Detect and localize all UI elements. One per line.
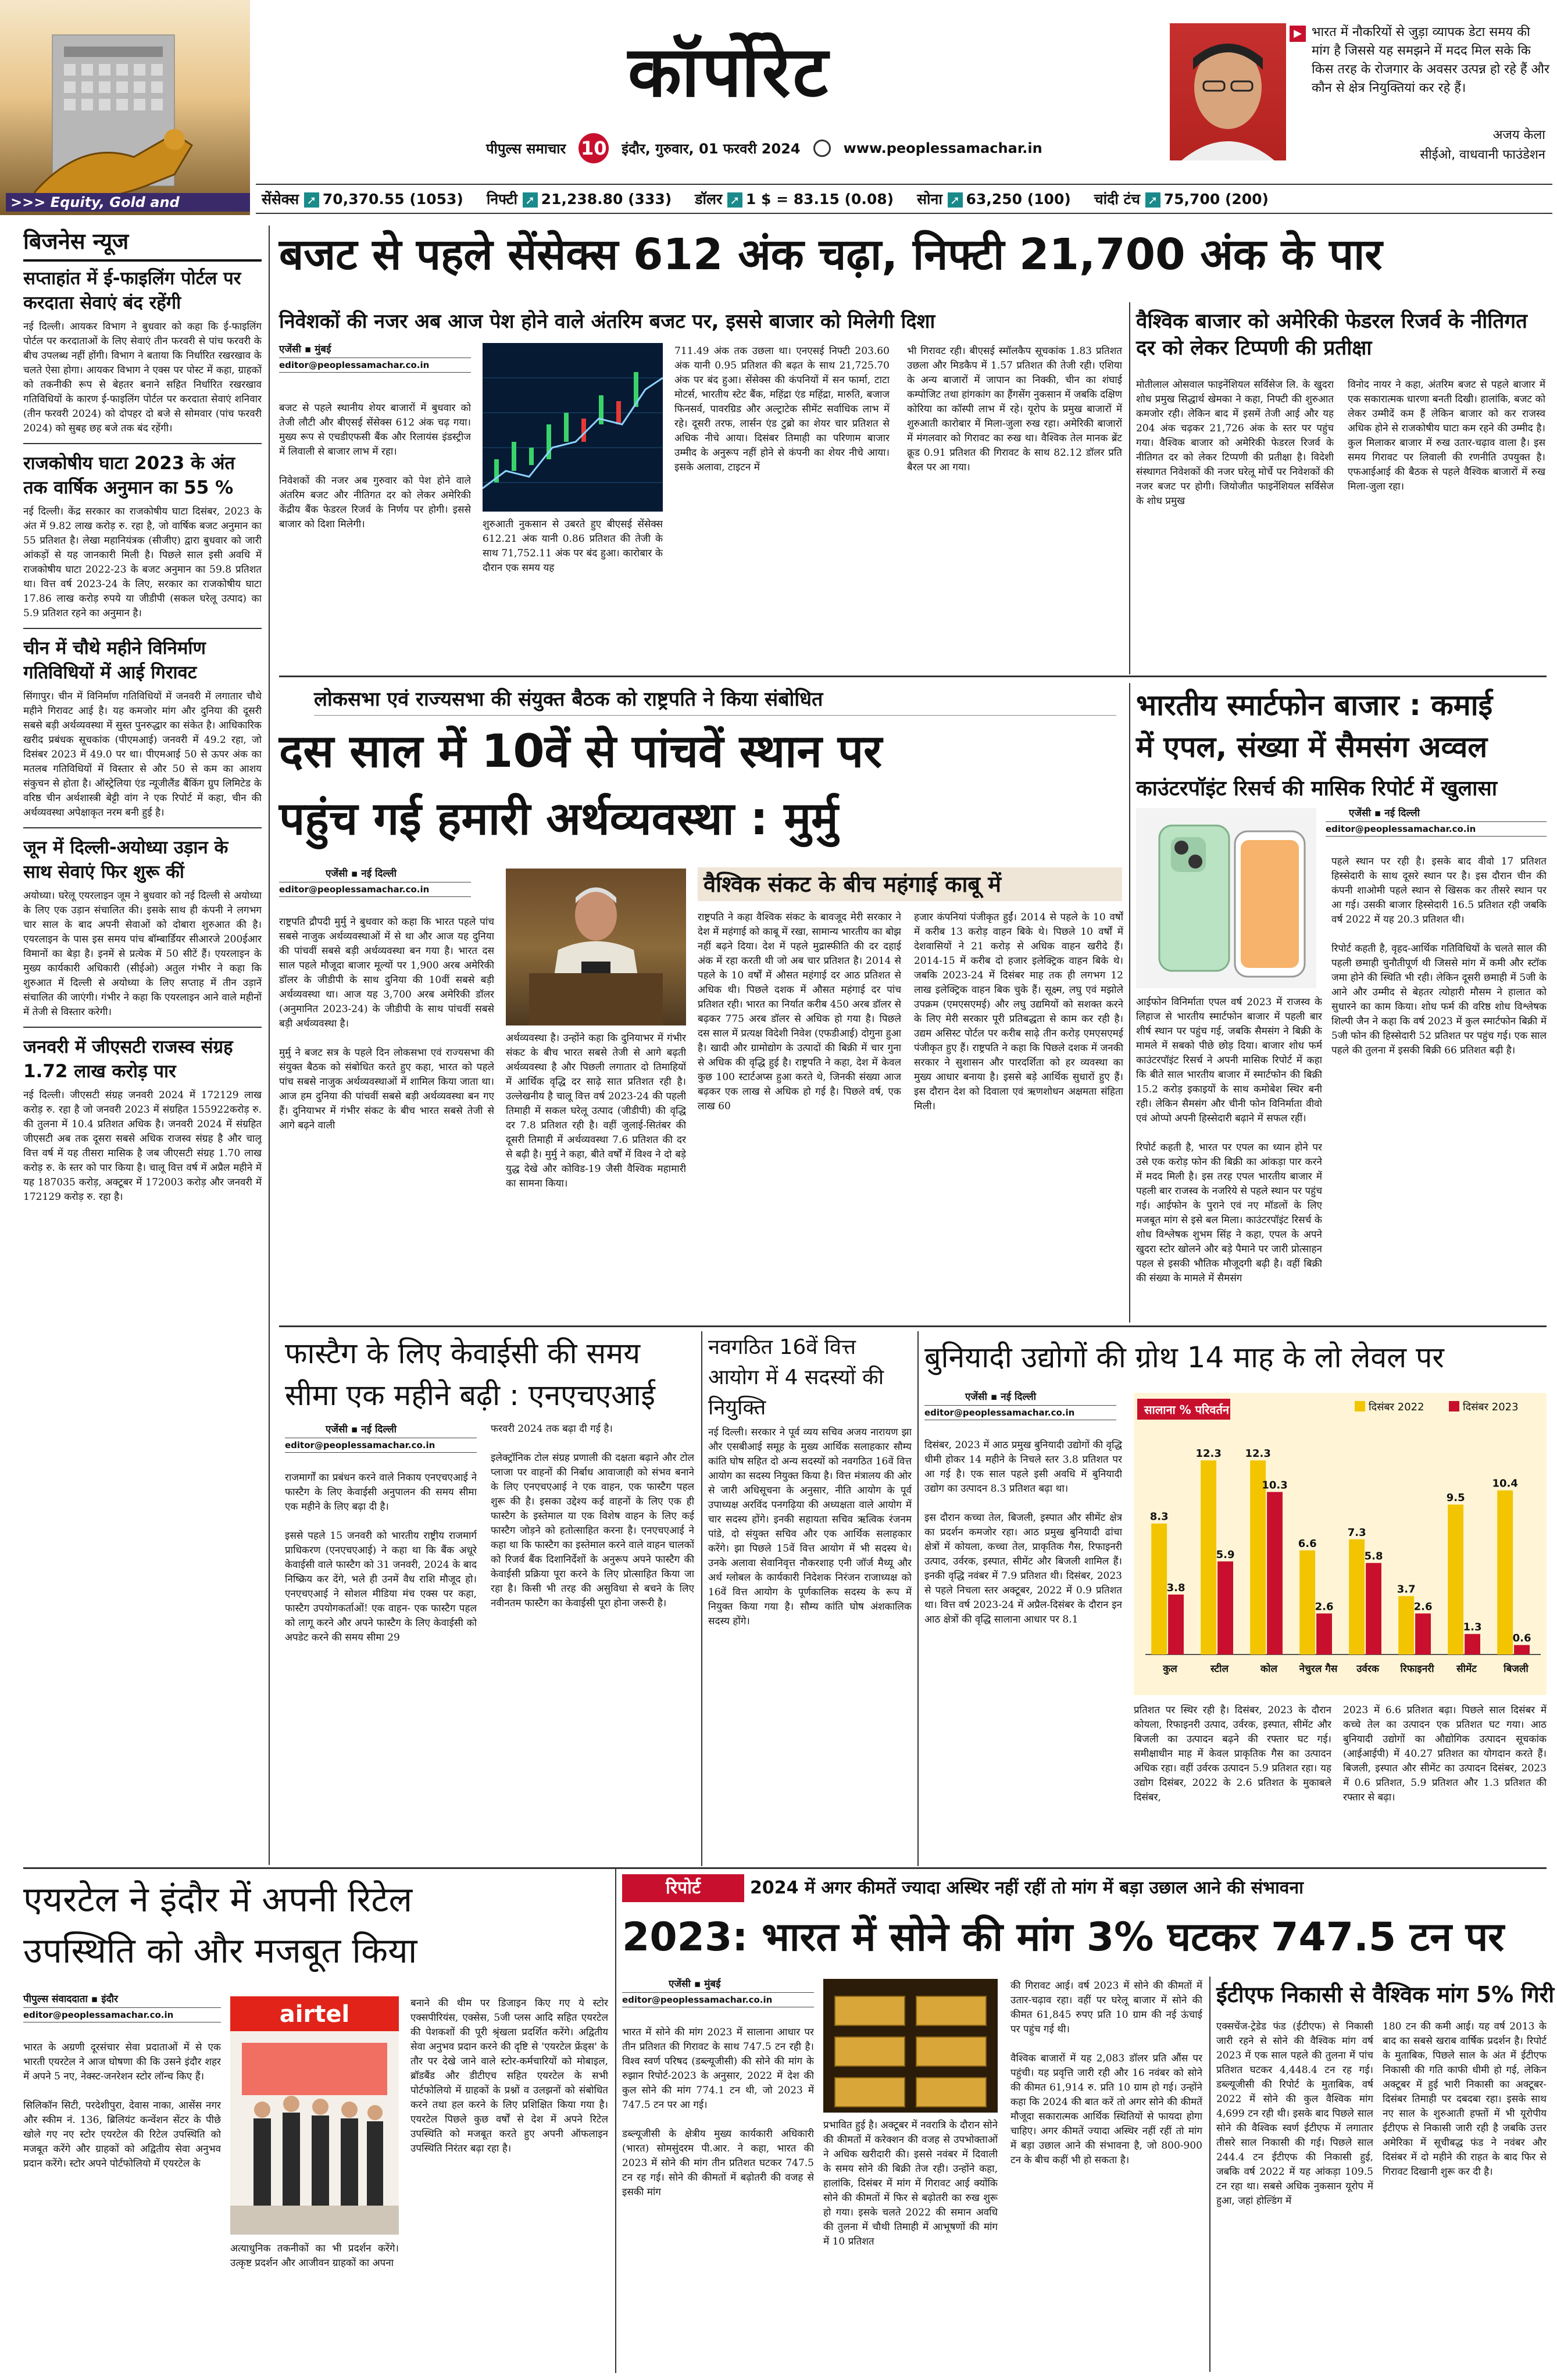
airtel-store-photo bbox=[230, 1996, 399, 2235]
paper-name: पीपुल्स समाचार bbox=[486, 140, 566, 157]
airtel-headline-line2: उपस्थिति को और मजबूत किया bbox=[23, 1931, 417, 1971]
lead-col4: भी गिरावट रही। बीएसई स्मॉलकैप सूचकांक 1.83 प्रतिशत उछला और मिडकैप में 1.57 प्रतिशत की तेजी रही। एशिया के अन्य बाजारों में जापान का निक्की, चीन का शंघाई कम्पोजिट तथा हांगकांग का हैंगसेंग नुकसान में जबकि दक्षिण कोरिया का कॉस्पी लाभ में रहे। यूरोप के प्रमुख बाजारों में शुरुआती कारोबार में मिला-जुला रुख रहा। अमेरिकी बाजारों में मंगलवार को गिरावट का रुख था। वैश्विक तेल मानक ब्रेंट क्रूड 0.91 प्रतिशत की गिरावट के साथ 82.12 डॉलर प्रति बैरल पर आ गया। bbox=[907, 345, 1122, 473]
section-rule-3 bbox=[23, 1867, 1547, 1869]
murmu-col2: अर्थव्यवस्था है। उन्होंने कहा कि दुनियाभर में गंभीर संकट के बीच भारत सबसे तेजी से आगे बढ़ती अर्थव्यवस्था है और पिछली लगातार दो तिमाहियों में आर्थिक वृद्धि दर साढ़े सात प्रतिशत रही है। उल्लेखनीय है चालू वित्त वर्ष 2023-24 की पहली तिमाही में सकल घरेलू उत्पाद (जीडीपी) की वृद्धि दर 7.8 प्रतिशत रही है। वहीं जुलाई-सितंबर की दूसरी तिमाही में अर्थव्यवस्था 7.6 प्रतिशत की दर से बढ़ी है। मुर्मु ने कहा, बीते वर्षों में विश्व ने दो बड़े युद्ध देखे और कोविड-19 जैसी वैश्विक महामारी का सामना किया। bbox=[506, 1032, 686, 1189]
bar-value-label: 1.3 bbox=[1463, 1621, 1482, 1634]
iphone-photo bbox=[1136, 808, 1316, 988]
byline: एजेंसी ▪ नई दिल्ली bbox=[965, 1391, 1036, 1403]
lead-right-divider bbox=[1129, 302, 1130, 674]
byline: एजेंसी ▪ नई दिल्ली bbox=[326, 868, 397, 880]
chart-title: सालाना % परिवर्तन bbox=[1144, 1403, 1230, 1417]
quote-designation: सीईओ, वाधवानी फाउंडेशन bbox=[1420, 148, 1545, 162]
sidebar-story-1 bbox=[23, 266, 262, 436]
bar-2023-3 bbox=[1316, 1613, 1332, 1654]
quote-portrait bbox=[1170, 23, 1286, 160]
fed-col1: मोतीलाल ओसवाल फाइनेंशियल सर्विसेज लि. के खुदरा शोध प्रमुख सिद्धार्थ खेमका ने कहा, निफ्टी की शुरुआत कमजोर रही। लेकिन बाद में इसमें तेजी आई और यह 204 अंक चढ़कर 21,726 अंक के स्तर पर पहुंच गया। वैश्विक बाजार को अमेरिकी फेडरल रिजर्व के नीतिगत दर को लेकर टिप्पणी की प्रतीक्षा है। विदेशी संस्थागत निवेशकों की नजर घरेलू मोर्चे पर निवेशकों की नजर बजट पर होगी। जियोजीत फाइनेंशियल सर्विसेज के शोध प्रमुख bbox=[1136, 379, 1334, 507]
kyc-divider bbox=[701, 1331, 702, 1866]
byline: पीपुल्स संवाददाता ▪ इंदौर bbox=[23, 1993, 118, 2005]
etf-col1: एक्सचेंज-ट्रेडेड फंड (ईटीएफ) से निकासी जारी रहने से सोने की वैश्विक मांग वर्ष 2023 में एक साल पहले की तुलना में पांच प्रतिशत घटकर 4,448.4 टन रह गई। डब्ल्यूजीसी की रिपोर्ट के मुताबिक, वर्ष 2022 में सोने की कुल वैश्विक मांग 4,699 टन रही थी। इसके बाद पिछले साल सोने की वैश्विक स्वर्ण ईटीएफ में लगातार तीसरे साल निकासी की गई। पिछले साल 244.4 टन ईटीएफ की निकासी हुई, जबकि वर्ष 2022 में यह आंकड़ा 109.5 टन रहा था। सबसे अधिक नुकसान यूरोप में हुआ, जहां होल्डिंग में bbox=[1216, 2021, 1373, 2207]
bar-2022-0 bbox=[1151, 1524, 1167, 1654]
legend-label-2022: दिसंबर 2022 bbox=[1369, 1401, 1424, 1413]
gold-divider bbox=[1209, 1977, 1210, 2372]
lead-subhead: निवेशकों की नजर अब आज पेश होने वाले अंतरिम बजट पर, इससे बाजार को मिलेगी दिशा bbox=[279, 310, 935, 333]
murmu-byline-block bbox=[279, 866, 471, 903]
byline: एजेंसी ▪ मुंबई bbox=[279, 344, 331, 355]
core-intro: दिसंबर, 2023 में आठ प्रमुख बुनियादी उद्योगों की वृद्धि धीमी होकर 14 महीने के निचले स्तर 3.8 प्रतिशत पर आ गई है। एक साल पहले इसी अवधि में बुनियादी उद्योग का उत्पादन 8.3 प्रतिशत बढ़ा था। इस दौरान कच्चा तेल, बिजली, इस्पात और सीमेंट क्षेत्र का प्रदर्शन कमजोर रहा। आठ प्रमुख बुनियादी ढांचा क्षेत्रों में कोयला, कच्चा तेल, प्राकृतिक गैस, रिफाइनरी उत्पाद, उर्वरक, इस्पात, सीमेंट और बिजली शामिल हैं। इनकी वृद्धि नवंबर में 7.9 प्रतिशत थी। दिसंबर, 2023 से पहले निचला स्तर अक्टूबर, 2022 में 0.9 प्रतिशत था। वित्त वर्ष 2023-24 में अप्रैल-दिसंबर के दौरान इन आठ क्षेत्रों की वृद्धि सालाना आधार पर 8.1 bbox=[924, 1439, 1122, 1625]
bar-value-label: 10.3 bbox=[1262, 1479, 1288, 1492]
story-headline: सप्ताहांत में ई-फाइलिंग पोर्टल पर करदाता सेवाएं बंद रहेंगी bbox=[23, 268, 241, 313]
gold-kicker: 2024 में अगर कीमतें ज्यादा अस्थिर नहीं रहीं तो मांग में बड़ा उछाल आने की संभावना bbox=[750, 1878, 1304, 1898]
bull-building-illustration bbox=[0, 0, 250, 215]
bar-value-label: 0.6 bbox=[1512, 1632, 1531, 1645]
sidebar-story-2 bbox=[23, 451, 262, 621]
lead-photo-caption: शुरुआती नुकसान से उबरते हुए बीएसई सेंसेक्स 612.21 अंक यानी 0.86 प्रतिशत की तेजी के साथ 71,752.11 अंक पर बंद हुआ। कारोबार के दौरान एक समय यह bbox=[483, 519, 663, 574]
bar-value-label: 7.3 bbox=[1347, 1526, 1366, 1539]
category-label: उर्वरक bbox=[1356, 1663, 1379, 1675]
sidebar-section-title: बिजनेस न्यूज bbox=[23, 226, 262, 262]
ticker-gold: सोना ➚ 63,250 (100) bbox=[917, 191, 1071, 208]
murmu-headline-line2: पहुंच गई हमारी अर्थव्यवस्था : मुर्मु bbox=[279, 793, 838, 845]
gold-col2: प्रभावित हुई है। अक्टूबर में नवरात्रि के दौरान सोने की कीमतों में करेक्शन की वजह से उपभोक्ताओं ने अधिक खरीदारी की। इससे नवंबर में दिवाली के समय सोने की बिक्री तेज रही। उन्होंने कहा, हालांकि, दिसंबर में मांग में गिरावट आई क्योंकि सोने की कीमतों में फिर से बढ़ोतरी का रुख शुरू हो गया। इसके चलते 2022 की समान अवधि की तुलना में चौथी तिमाही में आभूषणों की मांग में 10 प्रतिशत bbox=[823, 2120, 998, 2247]
bar-2022-3 bbox=[1299, 1550, 1315, 1654]
fed-headline: वैश्विक बाजार को अमेरिकी फेडरल रिजर्व के नीतिगत दर को लेकर टिप्पणी की प्रतीक्षा bbox=[1136, 310, 1527, 360]
gold-col3: की गिरावट आई। वर्ष 2023 में सोने की कीमतों में उतार-चढ़ाव रहा। वहीं पर घरेलू बाजार में सोने की कीमत 61,845 रुपए प्रति 10 ग्राम की नई ऊंचाई पर पहुंच गई थी। वैश्विक बाजारों में यह 2,083 डॉलर प्रति औंस पर पहुंची। यह प्रवृत्ति जारी रही और 16 नवंबर को सोने की कीमत 61,914 रु. प्रति 10 ग्राम हो गई। उन्होंने कहा कि 2024 की बात करें तो अगर सोने की कीमतें मौजूदा सकारात्मक आर्थिक स्थितियों से फायदा होगा चाहिए। अगर कीमतें ज्यादा अस्थिर नहीं रहीं तो मांग में बड़ा उछाल आने की संभावना है, जो 800-900 टन के बीच कहीं भी हो सकता है। bbox=[1010, 1980, 1202, 2166]
finance-headline: नवगठित 16वें वित्त आयोग में 4 सदस्यों की नियुक्ति bbox=[708, 1335, 884, 1420]
ticker-dollar: डॉलर ➚ 1 $ = 83.15 (0.08) bbox=[695, 191, 894, 208]
email: editor@peoplessamachar.co.in bbox=[23, 2007, 221, 2022]
ticker-sensex: सेंसेक्स ➚ 70,370.55 (1053) bbox=[262, 191, 463, 208]
story-headline: जून में दिल्ली-अयोध्या उड़ान के साथ सेवाएं फिर शुरू कीं bbox=[23, 837, 228, 882]
murmu-col1: राष्ट्रपति द्रौपदी मुर्मु ने बुधवार को कहा कि भारत पहले पांच सबसे नाजुक अर्थव्यवस्थाओं में से था और आज यह दुनिया की पांचवीं सबसे बड़ी अर्थव्यवस्था बन गया है। भारत दस साल पहले मौजूदा बाजार मूल्यों पर 1,900 अरब अमेरिकी डॉलर के जीडीपी के साथ दुनिया की 10वीं सबसे बड़ी अर्थव्यवस्था था। आज यह 3,700 अरब अमेरिकी डॉलर (अनुमानित 2023-24) के जीडीपी के साथ पांचवीं सबसे बड़ी अर्थव्यवस्था है। मुर्मु ने बजट सत्र के पहले दिन लोकसभा एवं राज्यसभा की संयुक्त बैठक को संबोधित करते हुए कहा, भारत को पहले पांच सबसे नाजुक अर्थव्यवस्थाओं में शामिल किया जाता था। आज हम दुनिया की पांचवीं सबसे बड़ी अर्थव्यवस्था बन गए हैं। दुनियाभर में गंभीर संकट के बीच भारत सबसे तेजी से आगे बढ़ने वाली bbox=[279, 916, 494, 1131]
bar-2023-4 bbox=[1366, 1563, 1381, 1654]
bar-value-label: 10.4 bbox=[1492, 1477, 1518, 1490]
ticker-silver: चांदी टंच ➚ 75,700 (200) bbox=[1094, 191, 1269, 208]
bar-2023-5 bbox=[1415, 1613, 1431, 1654]
category-label: कुल bbox=[1163, 1663, 1177, 1675]
section-rule-1 bbox=[279, 676, 1547, 677]
core-chart bbox=[1134, 1393, 1547, 1695]
bar-value-label: 8.3 bbox=[1149, 1510, 1169, 1523]
email: editor@peoplessamachar.co.in bbox=[924, 1405, 1116, 1420]
byline: एजेंसी ▪ नई दिल्ली bbox=[326, 1424, 397, 1435]
bar-value-label: 3.7 bbox=[1397, 1583, 1416, 1596]
airtel-headline-line1: एयरटेल ने इंदौर में अपनी रिटेल bbox=[23, 1879, 413, 1920]
kyc-col2: फरवरी 2024 तक बढ़ा दी गई है। इलेक्ट्रॉनिक टोल संग्रह प्रणाली की दक्षता बढ़ाने और टोल प्लाजा पर वाहनों की निर्बाध आवाजाही को संभव बनाने के लिए एनएचएआई ने एक वाहन, एक फास्टैग पहल शुरू की है। इसका उद्देश्य कई वाहनों के लिए एक ही फास्टैग के इस्तेमाल या एक विशेष वाहन के लिए कई फास्टैग जोड़ने को हतोत्साहित करना है। एनएचएआई ने कहा था कि फास्टैग का इस्तेमाल करने वाले वाहन चालकों को रिजर्व बैंक दिशानिर्देशों के अनुरूप अपने फास्टैग की केवाईसी प्रक्रिया पूरा करने के लिए प्रोत्साहित किया जा रहा है। किसी भी तरह की असुविधा से बचने के लिए नवीनतम फास्टैग का केवाईसी पूरा होना जरूरी है। bbox=[491, 1423, 694, 1609]
sidebar-story-4 bbox=[23, 835, 262, 1020]
bull-caption: >>> Equity, Gold and bbox=[6, 193, 250, 212]
story-body: नई दिल्ली। आयकर विभाग ने बुधवार को कहा कि ई-फाइलिंग पोर्टल पर करदाताओं के लिए सेवाएं तीन फरवरी से पांच फरवरी के बीच उपलब्ध नहीं होंगी। विभाग ने बताया कि निर्धारित रखरखाव के चलते ऐसा होगा। आयकर विभाग ने एक्स पर पोस्ट में कहा, ग्राहकों को तकनीकी रूप से बेहतर बनाने सहित निर्धारित रखरखाव गतिविधियों के कारण ई-फाइलिंग पोर्टल पर करदाता सेवाएं शनिवार (तीन फरवरी 2024) को दोपहर दो बजे से सोमवार (पांच फरवरी 2024) को सुबह छह बजे तक बंद रहेंगी। bbox=[23, 321, 262, 434]
byline: एजेंसी ▪ नई दिल्ली bbox=[1349, 807, 1420, 819]
core-col-b1: प्रतिशत पर स्थिर रही है। दिसंबर, 2023 के दौरान कोयला, रिफाइनरी उत्पाद, उर्वरक, इस्पात, सीमेंट और बिजली का उत्पादन बढ़ने की रफ्तार घट गई। समीक्षाधीन माह में केवल प्राकृतिक गैस का उत्पादन अधिक रहा। वहीं उर्वरक उत्पादन 5.9 प्रतिशत रहा। यह उद्योग दिसंबर, 2022 के 2.6 प्रतिशत के मुकाबले दिसंबर, bbox=[1134, 1704, 1331, 1803]
store-sign: airtel bbox=[279, 2001, 350, 2028]
bar-2023-2 bbox=[1267, 1492, 1283, 1654]
masthead-strip bbox=[486, 134, 1073, 163]
sidebar bbox=[23, 226, 262, 1865]
sidebar-divider bbox=[269, 226, 270, 1865]
smartphone-headline-line2: में एपल, संख्या में सैमसंग अव्वल bbox=[1136, 730, 1488, 764]
story-headline: चीन में चौथे महीने विनिर्माण गतिविधियों में आई गिरावट bbox=[23, 638, 206, 683]
ticker-nifty: निफ्टी ➚ 21,238.80 (333) bbox=[486, 191, 672, 208]
quote-red-icon: ▶ bbox=[1290, 26, 1306, 42]
smartphone-col1: आईफोन विनिर्माता एपल वर्ष 2023 में राजस्व के लिहाज से भारतीय स्मार्टफोन बाजार में पहली बार शीर्ष स्थान पर पहुंच गई, जबकि सैमसंग ने बिक्री के मामले में सबको पीछे छोड़ दिया। बाजार शोध फर्म काउंटरपॉइंट रिसर्च ने अपनी मासिक रिपोर्ट में कहा कि बीते साल भारतीय बाजार में स्मार्टफोन की बिक्री 15.2 करोड़ इकाइयों के साथ कमोबेश स्थिर बनी रही। लेकिन सैमसंग और चीनी फोन विनिर्माता वीवो एवं ओप्पो अपनी हिस्सेदारी बढ़ाने में सफल रहीं। रिपोर्ट कहती है, भारत पर एपल का ध्यान होने पर उसे एक करोड़ फोन की बिक्री का आंकड़ा पार करने में मदद मिली है। इस तरह एपल भारतीय बाजार में पहली बार राजस्व के नजरिये से पहले स्थान पर पहुंच गई। आईफोन के पुराने एवं नए मॉडलों के लिए मजबूत मांग से इसे बल मिला। काउंटरपॉइंट रिसर्च के शोध विश्लेषक शुभम सिंह ने कहा, एपल के अपने खुदरा स्टोर खोलने और बड़े पैमाने पर जारी प्रोत्साहन पहल से इसकी भौतिक मौजूदगी बढ़ी है। वहीं बिक्री की संख्या के मामले में सैमसंग bbox=[1136, 996, 1322, 1284]
category-label: नेचुरल गैस bbox=[1299, 1663, 1338, 1675]
smartphone-byline-block bbox=[1326, 806, 1547, 842]
etf-headline: ईटीएफ निकासी से वैश्विक मांग 5% गिरी bbox=[1216, 1982, 1555, 2007]
bar-2022-1 bbox=[1201, 1460, 1216, 1654]
story-body: अयोध्या। घरेलू एयरलाइन जूम ने बुधवार को नई दिल्ली से अयोध्या के लिए एक उड़ान संचालित की। इसके साथ ही कंपनी ने लगभग चार साल के बाद अपनी सेवाओं को दोबारा शुरुआत की है। एयरलाइन के पास इस समय पांच बॉम्बार्डियर सीआरजे 200ईआर विमानों का बेड़ा है। इनमें से प्रत्येक में 50 सीटें हैं। एयरलाइन के मुख्य कार्यकारी अधिकारी (सीईओ) अतुल गंभीर ने कहा कि शुरुआत में दिल्ली से अयोध्या के लिए सप्ताह में तीन उड़ानें संचालित की जाएंगी। गंभीर ने कहा कि एयरलाइन आने वाले महीनों में तेजी से विस्तार करेगी। bbox=[23, 890, 262, 1018]
smartphone-subhead: काउंटरपॉइंट रिसर्च की मासिक रिपोर्ट में खुलासा bbox=[1136, 777, 1498, 801]
core-chart-svg bbox=[1134, 1393, 1547, 1695]
category-label: बिजली bbox=[1504, 1663, 1529, 1675]
bar-value-label: 12.3 bbox=[1245, 1448, 1271, 1460]
kyc-headline: फास्टैग के लिए केवाईसी की समय सीमा एक महीने बढ़ी : एनएचएआई bbox=[285, 1336, 655, 1412]
core-byline-block bbox=[924, 1389, 1116, 1426]
email: editor@peoplessamachar.co.in bbox=[1326, 821, 1547, 837]
finance-divider bbox=[917, 1331, 919, 1866]
quote-name: अजय केला bbox=[1492, 128, 1545, 142]
core-col-b2: 2023 में 6.6 प्रतिशत बढ़ा। पिछले साल दिसंबर में कच्चे तेल का उत्पादन एक प्रतिशत घट गया। आठ बुनियादी उद्योगों का औद्योगिक उत्पादन सूचकांक (आईआईपी) में 40.27 प्रतिशत का योगदान करते हैं। बिजली, इस्पात और सीमेंट का उत्पादन दिसंबर, 2023 में 0.6 प्रतिशत, 5.9 प्रतिशत और 1.3 प्रतिशत की रफ्तार से बढ़ा। bbox=[1343, 1704, 1547, 1803]
story-headline: राजकोषीय घाटा 2023 के अंत तक वार्षिक अनुमान का 55 % bbox=[23, 453, 235, 498]
murmu-col3: राष्ट्रपति ने कहा वैश्विक संकट के बावजूद मेरी सरकार ने देश में महंगाई को काबू में रखा, सामान्य भारतीय का बोझ नहीं बढ़ने दिया। देश में पहले मुद्रास्फीति की दर दहाई अंक में रहा करती थी जो अब चार प्रतिशत है। 2014 से पहले के 10 वर्षों में औसत महंगाई दर आठ प्रतिशत से अधिक थी। पिछले दशक में औसत महंगाई दर पांच प्रतिशत रही। भारत का निर्यात करीब 450 अरब डॉलर से बढ़कर 775 अरब डॉलर से अधिक हो गया है। पिछले दस साल में प्रत्यक्ष विदेशी निवेश (एफडीआई) दोगुना हुआ है। खादी और ग्रामोद्योग के उत्पादों की बिक्री में चार गुना से अधिक की वृद्धि हुई है। राष्ट्रपति ने कहा, देश में केवल कुछ 100 स्टार्टअप्स हुआ करते थे, जिनकी संख्या आज बढ़कर एक लाख से अधिक हो गई है। पिछले वर्ष, एक लाख 60 bbox=[698, 912, 901, 1112]
legend-label-2023: दिसंबर 2023 bbox=[1463, 1401, 1519, 1413]
email: editor@peoplessamachar.co.in bbox=[279, 882, 471, 897]
bull-photo bbox=[0, 0, 250, 215]
quote-text: भारत में नौकरियों से जुड़ा व्यापक डेटा समय की मांग है जिससे यह समझने में मदद मिल सके कि किस तरह के रोजगार के अवसर उत्पन्न हो रहे हैं और कौन से क्षेत्र नियुक्तियां कर रहे हैं। bbox=[1312, 25, 1550, 95]
email: editor@peoplessamachar.co.in bbox=[279, 358, 471, 373]
up-arrow-icon: ➚ bbox=[1145, 192, 1160, 208]
fed-col2: विनोद नायर ने कहा, अंतरिम बजट से पहले बाजार में एक सकारात्मक धारणा बनती दिखी। हालांकि, बजट को लेकर उम्मीदें कम हैं लेकिन बाजार को कर राजस्व अधिक होने से राजकोषीय घाटा कम रहने की उम्मीद है। कुल मिलाकर बाजार में रुख उतार-चढ़ाव वाला है। इस समय गिरावट पर लिवाली की रणनीति उपयुक्त है। एफआईआई की बैठक से पहले वैश्विक बाजारों में रुख मिला-जुला रहा। bbox=[1348, 379, 1545, 492]
section-title: कॉर्पोरेट bbox=[628, 32, 831, 113]
legend-swatch-2022 bbox=[1355, 1401, 1365, 1411]
ticker-bar bbox=[256, 184, 1552, 214]
etf-col2: 180 टन की कमी आई। यह वर्ष 2013 के बाद का सबसे खराब वार्षिक प्रदर्शन है। रिपोर्ट के मुताबिक, पिछले साल के अंत में ईटीएफ निकासी की गति काफी धीमी हो गई, लेकिन अक्टूबर में हुई भारी निकासी का अक्टूबर-दिसंबर तिमाही पर दबदबा रहा। इसके साथ नए साल के शुरुआती हफ्तों में भी यूरोपीय ईटीएफ से निकासी जारी रही है जबकि उत्तर अमेरिका में सूचीबद्ध फंड ने नवंबर और दिसंबर में दो महीने की राहत के बाद फिर से गिरावट दिखानी शुरू कर दी है। bbox=[1383, 2021, 1547, 2178]
bar-2022-6 bbox=[1448, 1505, 1463, 1654]
bar-2023-6 bbox=[1465, 1634, 1480, 1654]
airtel-byline-block bbox=[23, 1992, 221, 2028]
dateline: इंदौर, गुरुवार, 01 फरवरी 2024 bbox=[622, 140, 801, 157]
gold-headline: 2023: भारत में सोने की मांग 3% घटकर 747.5 टन पर bbox=[622, 1914, 1505, 1960]
bar-value-label: 3.8 bbox=[1166, 1581, 1185, 1594]
gold-col1: भारत में सोने की मांग 2023 में सालाना आधार पर तीन प्रतिशत की गिरावट के साथ 747.5 टन रही है। विश्व स्वर्ण परिषद (डब्ल्यूजीसी) की सोने की मांग के रुझान रिपोर्ट-2023 के अनुसार, 2022 में देश की कुल सोने की मांग 774.1 टन थी, जो 2023 में 747.5 टन पर आ गई। डब्ल्यूजीसी के क्षेत्रीय मुख्य कार्यकारी अधिकारी (भारत) सोमसुंदरम पी.आर. ने कहा, भारत की 2023 में सोने की मांग तीन प्रतिशत घटकर 747.5 टन रह गई। सोने की कीमतों में बढ़ोतरी की वजह से इसकी मांग bbox=[622, 2027, 814, 2198]
bar-value-label: 6.6 bbox=[1298, 1537, 1317, 1550]
bar-value-label: 5.9 bbox=[1216, 1548, 1235, 1561]
category-label: रिफाइनरी bbox=[1400, 1663, 1434, 1675]
lead-col3: 711.49 अंक तक उछला था। एनएसई निफ्टी 203.60 अंक यानी 0.95 प्रतिशत की बढ़त के साथ 21,725.70 अंक पर बंद हुआ। सेंसेक्स की कंपनियों में सन फार्मा, टाटा मोटर्स, भारतीय स्टेट बैंक, महिंद्रा एंड महिंद्रा, मारुति, बजाज फिनसर्व, पावरग्रिड और अल्ट्राटेक सीमेंट सर्वाधिक लाभ में रहे। दूसरी तरफ, लार्सन एंड टुब्रो का शेयर चार प्रतिशत से अधिक नीचे आया। दिसंबर तिमाही का परिणाम बाजार उम्मीद के अनुरूप नहीं होने से कंपनी का शेयर नीचे आया। इसके अलावा, टाइटन में bbox=[674, 345, 890, 473]
bar-2022-5 bbox=[1398, 1596, 1414, 1654]
lead-col1: बजट से पहले स्थानीय शेयर बाजारों में बुधवार को तेजी लौटी और बीएसई सेंसेक्स 612 अंक चढ़ गया। मुख्य रूप से एचडीएफसी बैंक और रिलायंस इंडस्ट्रीज में लिवाली से बाजार लाभ में रहा। निवेशकों की नजर अब गुरुवार को पेश होने वाले अंतरिम बजट और नीतिगत दर को लेकर अमेरिकी केंद्रीय बैंक फेडरल रिजर्व के निर्णय पर होगी। इससे बाजार को दिशा मिलेगी। bbox=[279, 402, 471, 530]
murmu-right-divider bbox=[1129, 683, 1130, 1323]
category-label: स्टील bbox=[1210, 1663, 1229, 1675]
murmu-photo bbox=[506, 869, 686, 1025]
up-arrow-icon: ➚ bbox=[523, 192, 538, 208]
globe-icon bbox=[813, 140, 831, 157]
bar-value-label: 12.3 bbox=[1195, 1448, 1222, 1460]
up-arrow-icon: ➚ bbox=[948, 192, 963, 208]
lead-byline-block bbox=[279, 342, 471, 378]
category-label: सीमेंट bbox=[1456, 1663, 1477, 1675]
kyc-col1: राजमार्गों का प्रबंधन करने वाले निकाय एनएचएआई ने फास्टैग के लिए केवाईसी अनुपालन की समय सीमा एक महीने के लिए बढ़ा दी है। इससे पहले 15 जनवरी को भारतीय राष्ट्रीय राजमार्ग प्राधिकरण (एनएचएआई) ने कहा था कि बैंक अधूरे केवाईसी वाले फास्टैग को 31 जनवरी, 2024 के बाद निष्क्रिय कर देंगे, भले ही उनमें वैध राशि मौजूद हो। एनएचएआई ने सोशल मीडिया मंच एक्स पर कहा, फास्टैग उपयोगकर्ताओं! एक वाहन- एक फास्टैग पहल को लागू करने और अपने फास्टैग के लिए केवाईसी को अपडेट करने की समय सीमा 29 bbox=[285, 1472, 477, 1643]
page-number: 10 bbox=[578, 133, 609, 163]
story-body: सिंगापुर। चीन में विनिर्माण गतिविधियों में जनवरी में लगातार चौथे महीने गिरावट आई है। यह कमजोर मांग और दुनिया की दूसरी सबसे बड़ी अर्थव्यवस्था में सुस्त पुनरुद्धार का संकेत है। आधिकारिक खरीद प्रबंधक सूचकांक (पीएमआई) जनवरी में 49.2 रहा, जो दिसंबर 2023 में 49.0 पर था। पीएमआई 50 से ऊपर अंक का मतलब गतिविधियों में विस्तार से और 50 से कम का आशय संकुचन से होता है। ऑस्ट्रेलिया एंड न्यूजीलैंड बैंकिंग ग्रुप लिमिटेड के वरिष्ठ चीन अर्थशास्त्री बेट्टी वांग ने एक रिपोर्ट में कहा, चीन की अर्थव्यवस्था अपेक्षाकृत नरम बनी हुई है। bbox=[23, 691, 262, 819]
gold-byline-block bbox=[622, 1977, 814, 2013]
bar-2023-1 bbox=[1217, 1561, 1233, 1654]
byline: एजेंसी ▪ मुंबई bbox=[669, 1978, 721, 1990]
bar-2022-4 bbox=[1349, 1539, 1365, 1654]
murmu-kicker: लोकसभा एवं राज्यसभा की संयुक्त बैठक को राष्ट्रपति ने किया संबोधित bbox=[314, 685, 1116, 716]
bar-value-label: 2.6 bbox=[1315, 1600, 1334, 1613]
website-link[interactable]: www.peoplessamachar.in bbox=[843, 140, 1042, 156]
core-headline: बुनियादी उद्योगों की ग्रोथ 14 माह के लो लेवल पर bbox=[924, 1341, 1444, 1374]
finance-col1: नई दिल्ली। सरकार ने पूर्व व्यय सचिव अजय नारायण झा और एसबीआई समूह के मुख्य आर्थिक सलाहकार सौम्य कांति घोष सहित दो अन्य सदस्यों को नवगठित 16वें वित्त आयोग का सदस्य नियुक्त किया है। वित्त मंत्रालय की ओर से जारी अधिसूचना के अनुसार, नीति आयोग के पूर्व उपाध्यक्ष अरविंद पनगढ़िया की अध्यक्षता वाले आयोग में चार सदस्य होंगे। इनकी सहायता सचिव ऋत्विक रंजनम पांडे, दो संयुक्त सचिव और एक आर्थिक सलाहकार करेंगे। झा पिछले 15वें वित्त आयोग में भी सदस्य थे। उनके अलावा सेवानिवृत्त नौकरशाह एनी जॉर्ज मैथ्यू और अर्थ ग्लोबल के कार्यकारी निदेशक निरंजन राजाध्यक्ष को 16वें वित्त आयोग के पूर्णकालिक सदस्य के रूप में नियुक्त किया गया है। सौम्य कांति घोष अंशकालिक सदस्य होंगे। bbox=[708, 1427, 912, 1627]
bar-2023-7 bbox=[1514, 1645, 1530, 1654]
bar-value-label: 2.6 bbox=[1413, 1600, 1433, 1613]
up-arrow-icon: ➚ bbox=[304, 192, 319, 208]
gold-bars-photo bbox=[823, 1979, 998, 2113]
murmu-col4: हजार कंपनियां पंजीकृत हुईं। 2014 से पहले के 10 वर्षों में करीब 13 करोड़ वाहन बिके थे। पिछले 10 वर्षों में देशवासियों ने 21 करोड़ से अधिक वाहन खरीदे हैं। 2014-15 में करीब दो हजार इलेक्ट्रिक वाहन बिके थे। जबकि 2023-24 में दिसंबर माह तक ही लगभग 12 लाख इलेक्ट्रिक वाहन बिक चुके हैं। सूक्ष्म, लघु एवं मझोले उपक्रम (एमएसएमई) और लघु उद्यमियों को सशक्त करने के लिए मेरी सरकार पूरी प्रतिबद्धता से काम कर रही है। उद्यम असिस्ट पोर्टल पर करीब साढ़े तीन करोड़ एमएसएमई पंजीकृत हुए हैं। राष्ट्रपति ने कहा कि पिछले दशक में जनकी सरकार ने सुशासन और पारदर्शिता को हर व्यवस्था का मुख्य आधार बनाया है। इससे बड़े आर्थिक सुधारों हुए हैं। इस दौरान देश को दिवाला एवं ऋणशोधन अक्षमता संहिता मिली। bbox=[914, 912, 1123, 1112]
airtel-divider bbox=[615, 1867, 616, 2373]
airtel-photo-caption: अत्याधुनिक तकनीकों का भी प्रदर्शन करेंगे। उत्कृष्ट प्रदर्शन और आजीवन ग्राहकों का अपना bbox=[230, 2243, 399, 2269]
murmu-headline-line1: दस साल में 10वें से पांचवें स्थान पर bbox=[279, 726, 883, 778]
story-body: नई दिल्ली। केंद्र सरकार का राजकोषीय घाटा दिसंबर, 2023 के अंत में 9.82 लाख करोड़ रु. रहा है, जो वार्षिक बजट अनुमान का 55 प्रतिशत है। लेखा महानियंत्रक (सीजीए) द्वारा बुधवार को जारी आंकड़ों से यह जानकारी मिली है। पिछले साल इसी अवधि में राजकोषीय घाटा 2022-23 के बजट अनुमान का 59.8 प्रतिशत था। वित्त वर्ष 2023-24 के लिए, सरकार का राजकोषीय घाटा 17.86 लाख करोड़ रुपये या जीडीपी (सकल घरेलू उत्पाद) का 5.9 प्रतिशत रहने का अनुमान है। bbox=[23, 506, 262, 619]
smartphone-headline-line1: भारतीय स्मार्टफोन बाजार : कमाई bbox=[1136, 688, 1493, 722]
lead-headline: बजट से पहले सेंसेक्स 612 अंक चढ़ा, निफ्टी 21,700 अंक के पार bbox=[279, 230, 1383, 280]
murmu-subheadline: वैश्विक संकट के बीच महंगाई काबू में bbox=[698, 867, 1122, 901]
sidebar-story-3 bbox=[23, 636, 262, 820]
bar-value-label: 9.5 bbox=[1446, 1492, 1465, 1505]
bar-value-label: 5.8 bbox=[1364, 1550, 1383, 1563]
up-arrow-icon: ➚ bbox=[727, 192, 742, 208]
story-headline: जनवरी में जीएसटी राजस्व संग्रह 1.72 लाख करोड़ पार bbox=[23, 1037, 233, 1082]
bar-2022-7 bbox=[1497, 1491, 1513, 1654]
section-rule-2 bbox=[279, 1325, 1547, 1327]
kyc-byline-block bbox=[285, 1422, 477, 1459]
market-chart-photo bbox=[483, 343, 663, 512]
gold-tag: रिपोर्ट bbox=[622, 1874, 744, 1902]
category-label: कोल bbox=[1260, 1663, 1277, 1675]
bar-2023-0 bbox=[1168, 1595, 1184, 1654]
email: editor@peoplessamachar.co.in bbox=[622, 1992, 814, 2007]
sidebar-story-5 bbox=[23, 1035, 262, 1205]
airtel-col2: बनाने की थीम पर डिजाइन किए गए ये स्टोर एक्सपीरियंस, एक्सेस, 5जी प्लस आदि सहित एयरटेल की पेशकशों की पूरी श्रृंखला प्रदर्शित करेंगे। अद्वितीय सेवा अनुभव प्रदान करने की दृष्टि से 'एयरटेल फ्रेंड्स' के तौर पर देखे जाने वाले स्टोर-कर्मचारियों को मोबाइल, ब्रॉडबैंड और डीटीएच सहित एयरटेल के सभी पोर्टफोलियो में ग्राहकों के प्रश्नों व उलझनों को संबोधित करने तथा हल करने के लिए प्रशिक्षित किया गया है। एयरटेल पिछले कुछ वर्षों से देश में अपने रिटेल उपस्थिति को मजबूत करते हुए अपनी ऑफलाइन उपस्थिति निरंतर बढ़ा रहा है। bbox=[410, 1997, 608, 2154]
airtel-col1: भारत के अग्रणी दूरसंचार सेवा प्रदाताओं में से एक भारती एयरटेल ने आज घोषणा की कि उसने इंदौर शहर में अपने 5 नए, नेक्स्ट-जनरेशन स्टोर लॉन्च किए हैं। सिलिकॉन सिटी, परदेशीपुरा, देवास नाका, आसेंस नगर और स्कीम नं. 136, ब्रिलियंट कन्वेंशन सेंटर के पीछे खोले गए नए स्टोर एयरटेल की रिटेल उपस्थिति को मजबूत करेंगे और ग्राहकों को अद्वितीय सेवा अनुभव प्रदान करेंगे। स्टोर अपने पोर्टफोलियो में एयरटेल के bbox=[23, 2042, 221, 2170]
story-body: नई दिल्ली। जीएसटी संग्रह जनवरी 2024 में 172129 लाख करोड़ रु. रहा है जो जनवरी 2023 में संग्रहित 155922करोड़ रु. की तुलना में 10.4 प्रतिशत अधिक है। जनवरी 2024 में संग्रहित जीएसटी अब तक दूसरा सबसे अधिक राजस्व संग्रह है और चालू वित्त वर्ष में यह तीसरा मासिक है जब जीएसटी संग्रह 1.70 लाख करोड़ रु. के स्तर को पार किया है। चालू वित्त वर्ष में अप्रैल महीने में यह 187035 करोड़, अक्टूबर में 172003 करोड़ और जनवरी में 172129 करोड़ रु. रहा है। bbox=[23, 1089, 262, 1203]
smartphone-col2: पहले स्थान पर रही है। इसके बाद वीवो 17 प्रतिशत हिस्सेदारी के साथ दूसरे स्थान पर है। इस दौरान चीन की कंपनी शाओमी पहले स्थान से खिसक कर तीसरे स्थान पर आ गई। उसकी बाजार हिस्सेदारी 16.5 प्रतिशत रही जबकि वर्ष 2022 में यह 20.3 प्रतिशत थी। रिपोर्ट कहती है, वृहद-आर्थिक गतिविधियों के चलते साल की पहली छमाही चुनौतीपूर्ण थी जिससे मांग में कमी और स्टॉक जमा होने की स्थिति भी रही। लेकिन दूसरी छमाही में 5जी के आने और उम्मीद से बेहतर त्योहारी मौसम ने हालात को सुधारने का काम किया। शोध फर्म की वरिष्ठ शोध विश्लेषक शिल्पी जैन ने कहा कि वर्ष 2023 में कुल स्मार्टफोन बिक्री में 5जी फोन की हिस्सेदारी 52 प्रतिशत पर पहुंच गई। एक साल पहले की तुलना में इसकी बिक्री 66 प्रतिशत बढ़ी है। bbox=[1331, 856, 1547, 1056]
email: editor@peoplessamachar.co.in bbox=[285, 1438, 477, 1453]
legend-swatch-2023 bbox=[1449, 1401, 1459, 1411]
